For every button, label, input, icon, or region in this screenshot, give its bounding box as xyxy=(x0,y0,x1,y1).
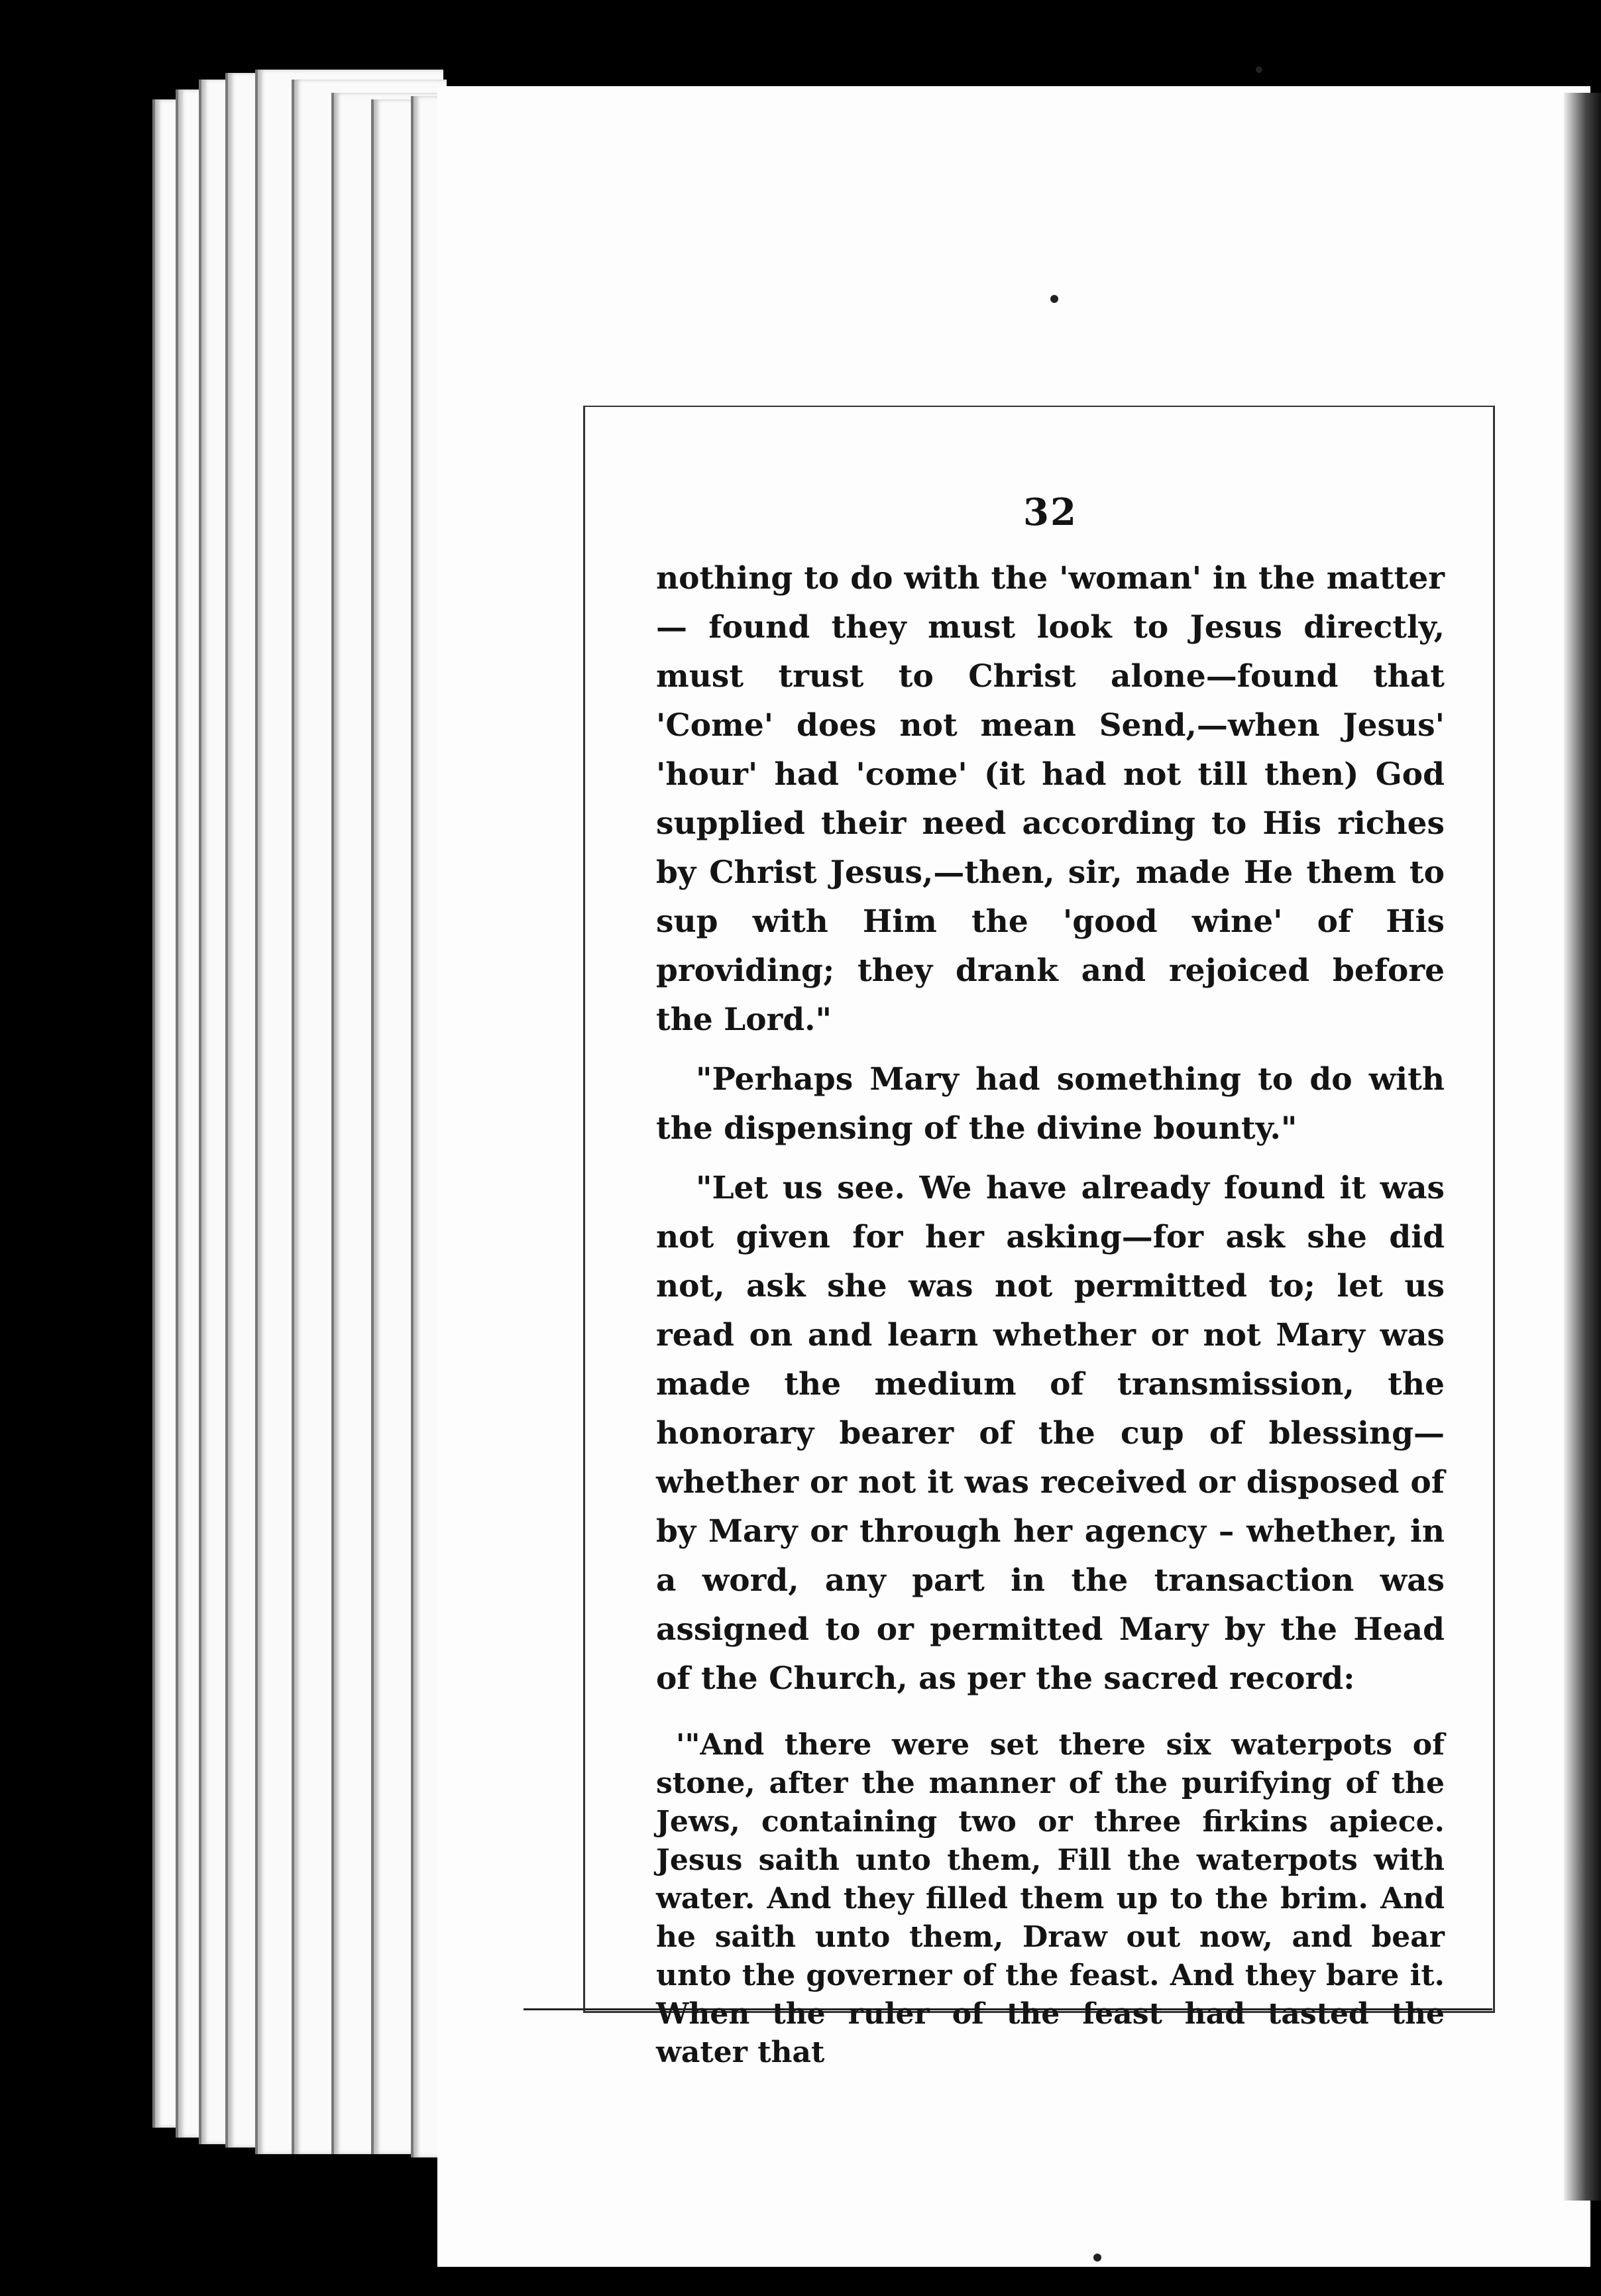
scan-speck xyxy=(1050,295,1058,303)
scan-speck xyxy=(1093,2254,1101,2262)
paragraph: nothing to do with the 'woman' in the matter— found they must look to Jesus directly, must trust to Christ alone—found that 'Come' does not mean Send,—when Jesus' 'hour' had 'come' (it had not till then) God supplied their need according to His riches by Christ Jesus,—then, sir, made He them to sup with Him the 'good wine' of His providing; they drank and rejoiced before the Lord." xyxy=(656,560,1445,1038)
paragraph: "Let us see. We have already found it was not given for her asking—for ask she did not, ask she was not permitted to; let us read on and learn whether or not Mary was made the medium of transmission, the honorary bearer of the cup of blessing— whether or not it was received or disposed of by Mary or through her agency – whether, in a word, any part in the transaction was assigned to or permitted Mary by the Head of the Church, as per the sacred record: xyxy=(656,1170,1445,1697)
right-gutter-shadow xyxy=(1564,93,1601,2201)
scripture-quote: '"And there were set there six waterpots of stone, after the manner of the purifying of the Jews, containing two or three firkins apiece. Jesus saith unto them, Fill the waterpots with water. And they filled them up to the brim. And he saith unto them, Draw out now, and bear unto the governer of the feast. And they bare it. When the ruler of the feast had tasted the water that xyxy=(656,1728,1445,2069)
page-number: 32 xyxy=(1023,490,1077,534)
page-text-block xyxy=(656,490,1445,2072)
scan-speck xyxy=(1256,66,1262,73)
paragraph: "Perhaps Mary had something to do with the dispensing of the divine bounty." xyxy=(656,1061,1445,1147)
